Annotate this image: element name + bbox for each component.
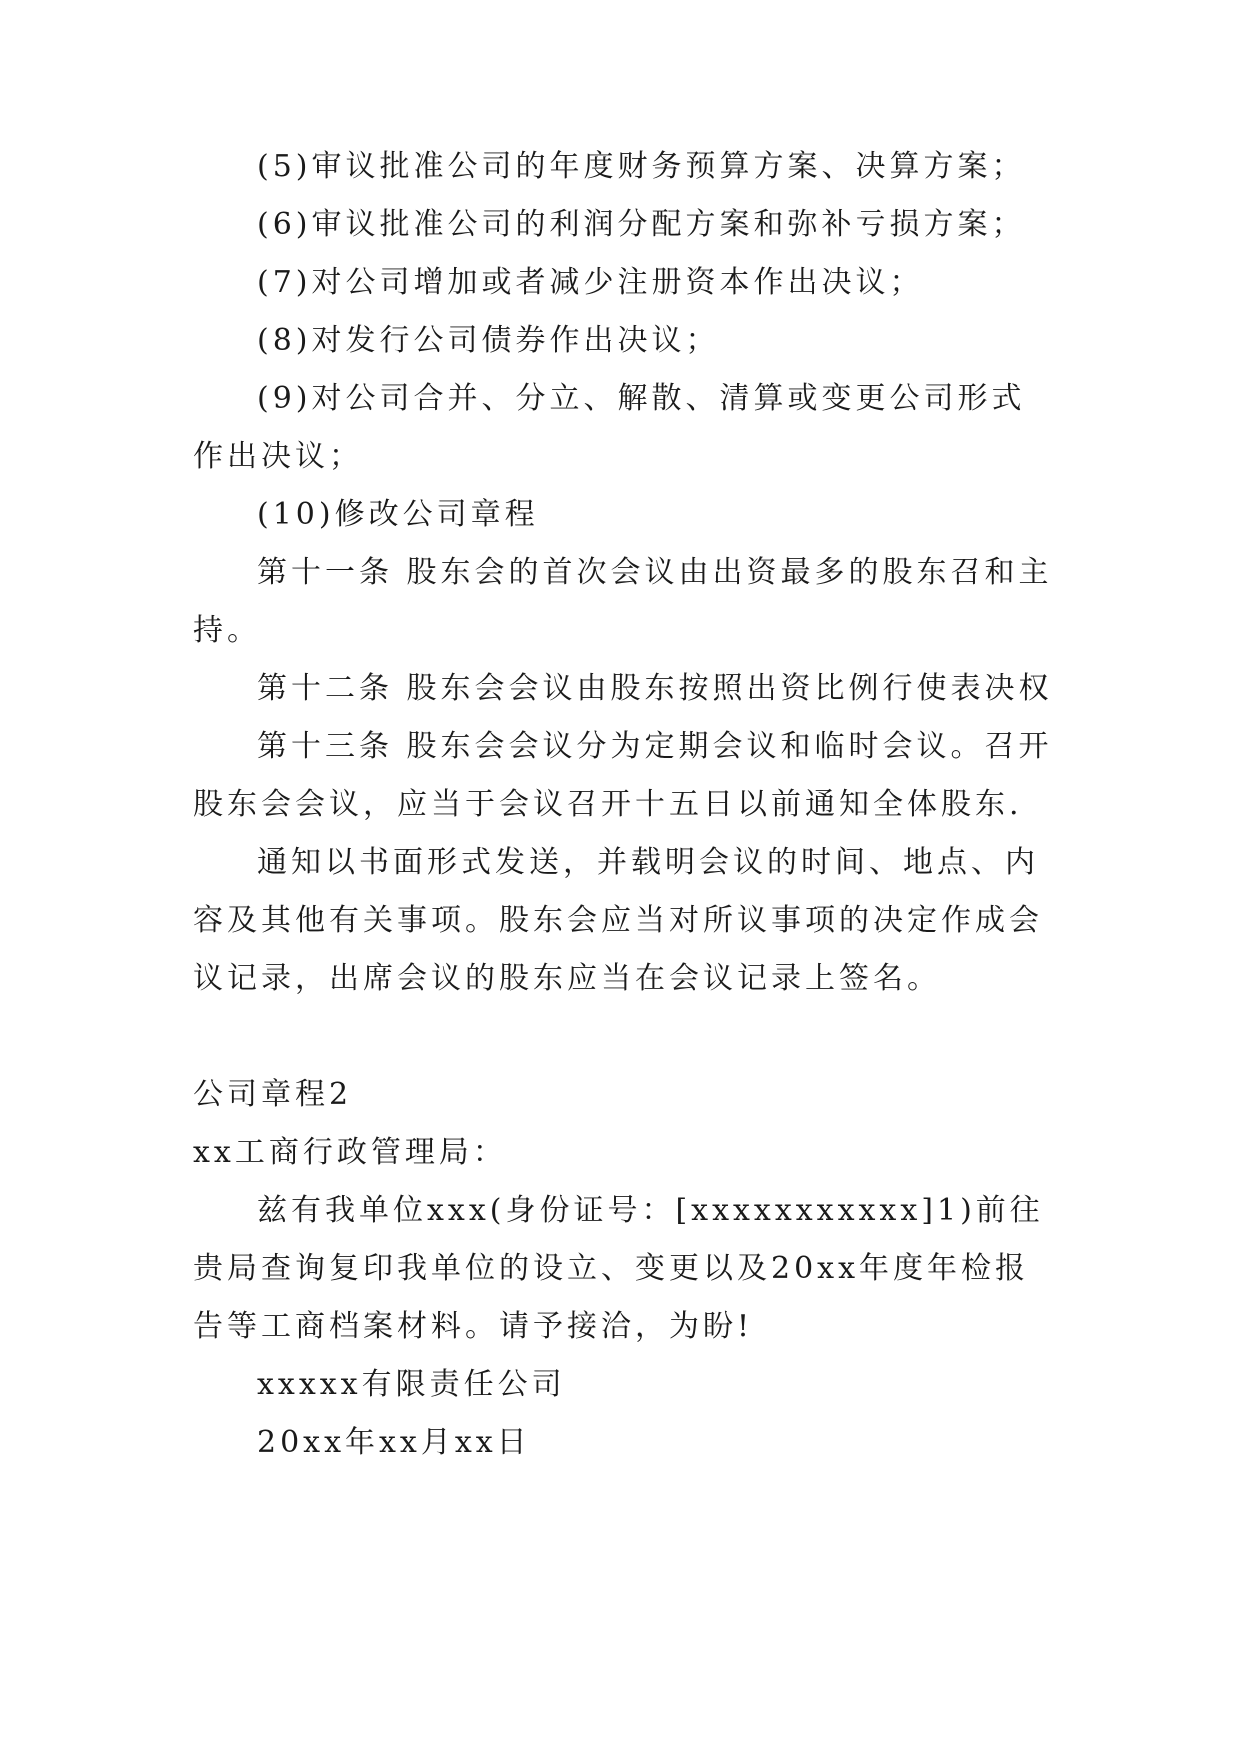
clause-5: (5)审议批准公司的年度财务预算方案、决算方案； xyxy=(257,149,1026,184)
article-12: 第十二条 股东会会议由股东按照出资比例行使表决权 xyxy=(257,671,1053,706)
clause-9: (9)对公司合并、分立、解散、清算或变更公司形式作出决议； xyxy=(193,381,1026,474)
section-heading: 公司章程2 xyxy=(193,1077,353,1112)
article-13: 第十三条 股东会会议分为定期会议和临时会议。召开股东会会议，应当于会议召开十五日以前通知全体股东. xyxy=(193,729,1053,822)
document-body xyxy=(193,138,1053,1472)
section-gap xyxy=(193,1008,1053,1066)
letter-signature: xxxxx有限责任公司 xyxy=(257,1367,566,1402)
clause-7: (7)对公司增加或者减少注册资本作出决议； xyxy=(257,265,924,300)
letter-body: 兹有我单位xxx(身份证号：[xxxxxxxxxxx]1)前往贵局查询复印我单位的设立、变更以及20xx年度年检报告等工商档案材料。请予接洽，为盼! xyxy=(193,1193,1044,1344)
clause-8: (8)对发行公司债券作出决议； xyxy=(257,323,720,358)
notice-paragraph: 通知以书面形式发送，并载明会议的时间、地点、内容及其他有关事项。股东会应当对所议事项的决定作成会议记录，出席会议的股东应当在会议记录上签名。 xyxy=(193,845,1043,996)
letter-date: 20xx年xx月xx日 xyxy=(257,1425,531,1460)
clause-10: (10)修改公司章程 xyxy=(257,497,539,532)
clause-6: (6)审议批准公司的利润分配方案和弥补亏损方案； xyxy=(257,207,1026,242)
letter-addressee: xx工商行政管理局： xyxy=(193,1135,507,1170)
article-11: 第十一条 股东会的首次会议由出资最多的股东召和主持。 xyxy=(193,555,1053,648)
